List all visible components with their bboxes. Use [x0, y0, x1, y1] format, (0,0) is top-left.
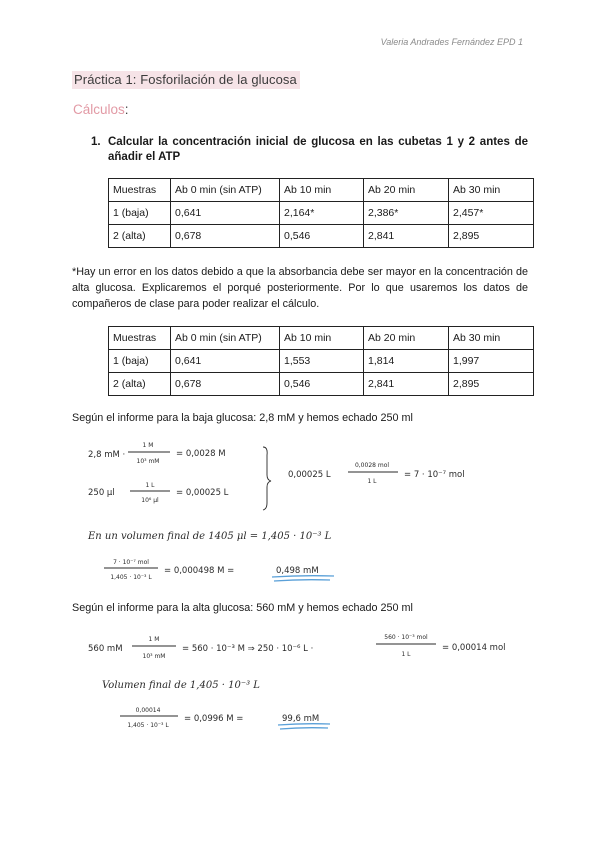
table-header-cell: Muestras: [109, 179, 171, 202]
hw-text: 1 L: [145, 482, 155, 489]
hw-text: 560 mM: [88, 644, 123, 654]
question-text: Calcular la concentración inicial de glucosa en las cubetas 1 y 2 antes de añadir el ATP: [108, 136, 528, 163]
question-1: [91, 135, 528, 165]
table-cell: 1 (baja): [109, 202, 171, 225]
hw-text: = 0,0028 M: [176, 449, 226, 459]
table-header-cell: Ab 20 min: [364, 179, 449, 202]
table-cell: 2 (alta): [109, 373, 171, 396]
table-cell: 1 (baja): [109, 350, 171, 373]
high-glucose-intro: Según el informe para la alta glucosa: 560 mM y hemos echado 250 ml: [72, 602, 413, 614]
hw-text: 10⁶ μl: [141, 497, 159, 504]
hw-text: 7 · 10⁻⁷ mol: [113, 559, 149, 566]
underline-mark: [274, 580, 330, 581]
table-cell: 1,814: [364, 350, 449, 373]
table-header-cell: Ab 10 min: [280, 179, 364, 202]
table-header-row: [109, 179, 534, 202]
hw-text: 560 · 10⁻³ mol: [384, 634, 428, 641]
table-row: [109, 225, 534, 248]
hw-text: = 0,00025 L: [176, 488, 229, 498]
table-cell: 0,641: [171, 350, 280, 373]
table-header-row: [109, 327, 534, 350]
table-cell: 2,841: [364, 373, 449, 396]
table-header-cell: Ab 0 min (sin ATP): [171, 179, 280, 202]
hw-text: = 7 · 10⁻⁷ mol: [404, 470, 465, 480]
table-header-cell: Ab 30 min: [449, 179, 534, 202]
hw-text: = 0,0996 M =: [184, 714, 244, 724]
table-cell: 2 (alta): [109, 225, 171, 248]
hw-text: 0,00025 L: [288, 470, 331, 480]
table-header-cell: Ab 20 min: [364, 327, 449, 350]
table-cell: 2,841: [364, 225, 449, 248]
table-cell: 0,641: [171, 202, 280, 225]
hw-text: = 0,000498 M =: [164, 566, 235, 576]
table-cell: 1,997: [449, 350, 534, 373]
table-row: [109, 373, 534, 396]
hw-text: 10³ mM: [142, 653, 166, 660]
hw-text: 0,498 mM: [276, 566, 319, 576]
hw-text: = 560 · 10⁻³ M ⇒ 250 · 10⁻⁶ L ·: [182, 644, 314, 654]
page-title: Práctica 1: Fosforilación de la glucosa: [72, 71, 300, 89]
table-header-cell: Muestras: [109, 327, 171, 350]
hw-text: 0,00014: [135, 707, 161, 714]
hw-text: Volumen final de 1,405 · 10⁻³ L: [102, 680, 260, 691]
hw-text: 0,0028 mol: [354, 462, 390, 469]
table-cell: 0,678: [171, 225, 280, 248]
table-row: [109, 202, 534, 225]
absorbance-table-original: [108, 178, 534, 248]
hw-text: En un volumen final de 1405 μl = 1,405 · 10⁻³ L: [88, 531, 332, 542]
underline-mark: [272, 576, 334, 577]
header-author: Valeria Andrades Fernández EPD 1: [380, 37, 523, 47]
table-header-cell: Ab 30 min: [449, 327, 534, 350]
table-cell: 0,546: [280, 373, 364, 396]
absorbance-table-classmates: [108, 326, 534, 396]
curly-brace: [263, 447, 271, 510]
handwritten-calc-high: [0, 615, 600, 745]
table-cell: 2,895: [449, 225, 534, 248]
table-cell: 2,895: [449, 373, 534, 396]
hw-text: 1 M: [148, 636, 160, 643]
section-heading-text: Cálculos: [73, 102, 125, 117]
table-row: [109, 350, 534, 373]
table-cell: 2,164*: [280, 202, 364, 225]
table-cell: 2,386*: [364, 202, 449, 225]
hw-text: = 0,00014 mol: [442, 643, 506, 653]
hw-text: 2,8 mM ·: [88, 450, 126, 460]
table-cell: 1,553: [280, 350, 364, 373]
hw-text: 10³ mM: [136, 458, 160, 465]
handwritten-calc-low: [0, 425, 600, 595]
hw-text: 1 L: [367, 478, 377, 485]
hw-text: 1,405 · 10⁻³ L: [110, 574, 152, 581]
table-cell: 2,457*: [449, 202, 534, 225]
data-error-note: *Hay un error en los datos debido a que la absorbancia debe ser mayor en la concentración de alta glucosa. Explicaremos el porqué posteriormente. Por lo que usaremos los datos de compañeros de clase para poder realizar el cálculo.: [72, 266, 528, 310]
hw-text: 99,6 mM: [282, 714, 320, 724]
hw-text: 250 μl: [88, 488, 115, 498]
table-header-cell: Ab 10 min: [280, 327, 364, 350]
hw-text: 1 M: [142, 442, 154, 449]
table-cell: 0,678: [171, 373, 280, 396]
table-cell: 0,546: [280, 225, 364, 248]
section-heading-colon: :: [124, 102, 129, 117]
question-number: 1.: [91, 136, 101, 148]
table-header-cell: Ab 0 min (sin ATP): [171, 327, 280, 350]
hw-text: 1 L: [401, 651, 411, 658]
hw-text: 1,405 · 10⁻³ L: [127, 722, 169, 729]
low-glucose-intro: Según el informe para la baja glucosa: 2,8 mM y hemos echado 250 ml: [72, 412, 413, 424]
underline-mark: [278, 724, 330, 725]
underline-mark: [280, 728, 328, 729]
section-heading: [73, 102, 129, 117]
